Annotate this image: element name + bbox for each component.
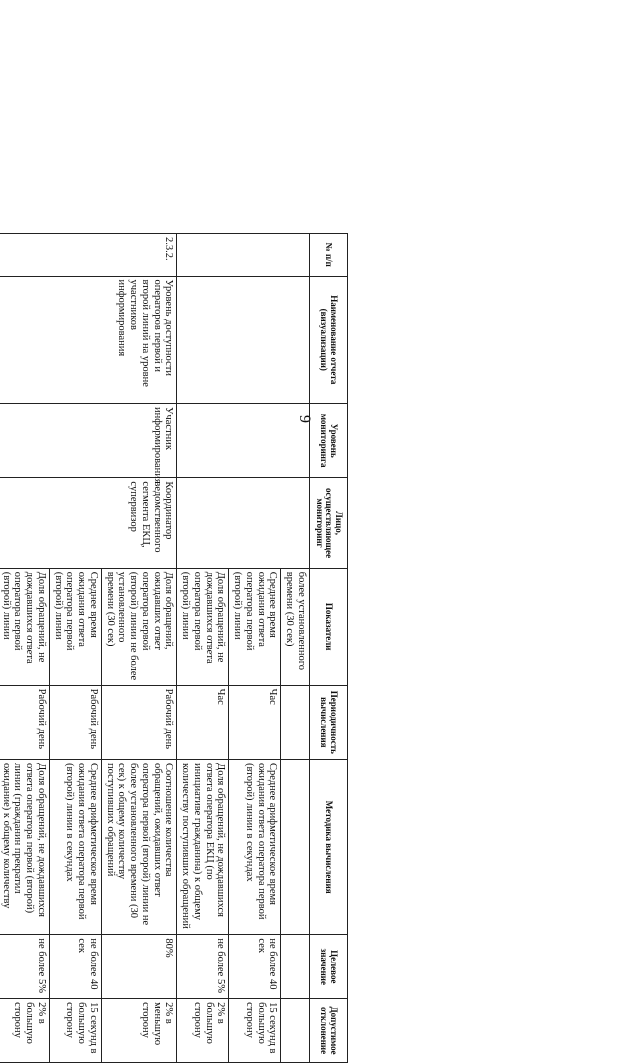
cell-deviation [281,999,310,1063]
cell-method [281,760,310,935]
cell-indicator: Доля обращений, не дождавшихся ответа оператора первой (второй) линии [0,568,50,685]
cell-person: Координатор ведомственного сегмента ЕКЦ, супервизор [0,478,177,568]
cell-deviation: 2% в большую сторону [0,999,50,1063]
cell-num [177,234,310,277]
cell-indicator: Доля обращений, не дождавшихся ответа оператора первой (второй) линии [177,568,229,685]
cell-period: Час [229,685,281,759]
cell-method: Соотношение количества обращений, ожидавших ответ оператора первой (второй) линии не более установленного времени (30 сек) к общему количеству поступивших обращений [102,760,178,935]
cell-name [177,276,310,404]
cell-indicator: Среднее время ожидания ответа оператора первой (второй) линии [229,568,281,685]
header-cell: Наименование отчета (визуализации) [310,276,348,404]
page-number: 9 [296,415,313,423]
cell-method: Доля обращений, не дождавшихся ответа оператора первой (второй) линии (гражданин прекратил ожидание) к общему количеству [0,760,50,935]
cell-period: Рабочий день [102,685,178,759]
cell-target: 80% [102,935,178,999]
cell-deviation: 15 секунд в большую сторону [50,999,102,1063]
table-row [281,234,310,1063]
cell-deviation: 2% в меньшую сторону [102,999,178,1063]
table-row [102,234,178,1063]
header-row [310,234,348,1063]
cell-num: 2.3.2. [0,234,177,277]
header-cell: Целевое значение [310,935,348,999]
header-cell: № п/п [310,234,348,277]
monitoring-table [0,233,348,1063]
cell-indicator: Доля обращений, ожидавших ответ оператора первой (второй) линии не более установленного времени (30 сек) [102,568,178,685]
rotated-table-sheet [0,233,348,1063]
cell-target: не более 40 сек [50,935,102,999]
cell-target: не более 5% [177,935,229,999]
cell-period: Час [177,685,229,759]
header-cell: Показатели [310,568,348,685]
cell-person [177,478,310,568]
cell-indicator: Среднее время ожидания ответа оператора первой (второй) линии [50,568,102,685]
cell-period: Рабочий день [50,685,102,759]
cell-name: Уровень доступности операторов первой и второй линий на уровне участников информирования [0,276,177,404]
cell-indicator: более установленного времени (30 сек) [281,568,310,685]
cell-method: Доля обращений, не дождавшихся ответа оператора ЕКЦ (по инициативе гражданина) к общему количеству поступивших обращений [177,760,229,935]
header-cell: Методика вычисления [310,760,348,935]
cell-target [281,935,310,999]
header-cell: Лицо, осуществляющее мониторинг [310,478,348,568]
cell-period [281,685,310,759]
cell-period: Рабочий день [0,685,50,759]
cell-method: Среднее арифметическое время ожидания ответа оператора первой (второй) линии в секундах [50,760,102,935]
cell-method: Среднее арифметическое время ожидания ответа оператора первой (второй) линии в секундах [229,760,281,935]
cell-target: не более 40 сек [229,935,281,999]
cell-target: не более 5% [0,935,50,999]
cell-deviation: 2% в большую сторону [177,999,229,1063]
header-cell: Периодичность вычисления [310,685,348,759]
header-cell: Уровень мониторинга [310,404,348,478]
cell-deviation: 15 секунд в большую сторону [229,999,281,1063]
cell-level: Участник информирования [0,404,177,478]
cell-level [177,404,310,478]
header-cell: Допустимое отклонение [310,999,348,1063]
